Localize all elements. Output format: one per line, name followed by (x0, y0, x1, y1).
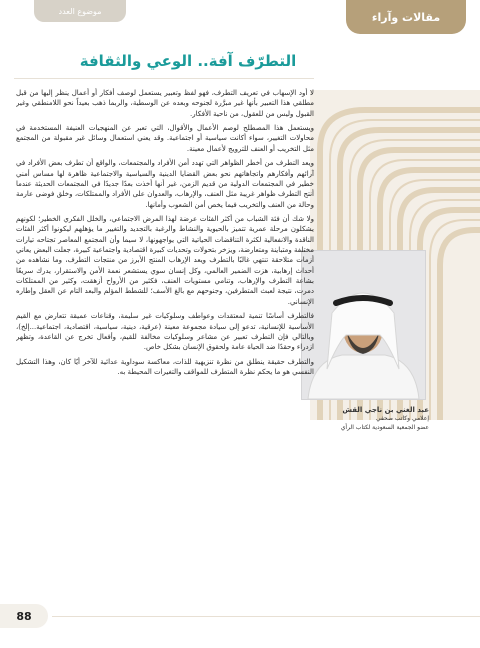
section-label: مقالات وآراء (371, 10, 441, 24)
title-divider (14, 78, 314, 79)
article-title: التطرّف آفة.. الوعي والثقافة (79, 52, 297, 70)
author-name: عبد الغني بن ناجي القش (342, 406, 429, 414)
author-membership: عضو الجمعية السعودية لكتاب الرأي (340, 423, 429, 431)
article-paragraph-3: ويعد التطرف من أخطر الظواهر التي تهدد أمن الأفراد والمجتمعات، والواقع أن تطرف بعض الأفراد في آرائهم وأفكارهم واتجاهاتهم نحو بعض القضايا الدينية والسياسية والاجتماعية ظاهرة لها مساس أمني خطير في المجتمعات الدولية من قديم الزمن، غير أنها أخذت بعدًا جديدًا في المجتمعات الحديثة عندما أنتج التطرف ظواهر غريبة مثل العنف، والإرهاب، والعدوان على الأفراد والممتلكات، وخلق فوضى عارمة وحالة من العنف والتخريب فيما يخص أمن الشعوب وأمانها. (16, 159, 314, 209)
article-paragraph-1: لا أود الإسهاب في تعريف التطرف، فهو لفظ وتعبير يستعمل لوصف أفكار أو أعمال ينظر إليها من قبل مطلقي هذا التعبير بأنها غير مبرَّرة لجنوحه وبعده عن الوسطية، والربما ذهب بعيداً نحو اللامنطقي وغير القبول وليس من للعقول، من ناحية الأفكار. (16, 89, 314, 118)
issue-tab-label: موضوع العدد (58, 6, 102, 16)
article-body (16, 88, 314, 598)
page-number: 88 (16, 609, 32, 623)
issue-tab (34, 0, 126, 22)
page-number-box (0, 604, 48, 628)
footer-line (52, 616, 480, 617)
author-role: إعلامي وكاتب صحفي (375, 415, 429, 423)
article-paragraph-5: فالتطرف أساسًا تنمية لمعتقدات وعواطف وسلوكيات غير سليمة، وقناعات عميقة تتعارض مع القيم الأساسية للإنسانية، تدعو إلى سيادة مجموعة معينة (عرقية، دينية، سياسية، اقتصادية، اجتماعية...إلخ)، وبالتالي فإن التطرف تعبير عن مشاعر وسلوكيات مخالفة للقيم، وأفعال تخرج عن القاعدة، وتظهر ازدراء وحقدًا ضد الحياة عامة ولحقوق الإنسان بشكل خاص. (16, 312, 314, 352)
article-paragraph-6: والتطرف حقيقة ينطلق من نظرة تنزيهية للذات، معاكسة سوداوية عدائية للآخر أيًا كان، وهذا التشكيل النفسي هو ما يحكم نظرة المتطرف للمواقف والتغيرات المحيطة به. (16, 357, 314, 376)
article-paragraph-2: ويستعمل هذا المصطلح لوصم الأعمال والأقوال، التي تعبر عن المنهجيات العنيفة المستخدمة في محاولات التغيير، سواء أكانت سياسية أو اجتماعية. وقد يعني استعمال وسائل غير مقبولة من المجتمع مثل التخريب أو العنف للترويج لأعمال معينة. (16, 124, 314, 153)
author-caption (304, 406, 429, 432)
section-tab (346, 0, 466, 34)
author-photo (301, 250, 426, 400)
article-paragraph-4: ولا شك أن فئة الشباب من أكثر الفئات عرضة لهذا المرض الاجتماعي، والخلل الفكري الخطير؛ لكونهم يشكلون مرحلة عمرية تتميز بالحيوية والنشاط والرغبة بالتجديد والتغيير ما يؤهلهم ليكونوا أكثر الفئات الناقدة والانفعالية لكثرة التناقضات الحياتية التي يواجهونها، لا سيما وأن المجتمع المعاصر تجتاحه تيارات مختلفة ومتباينة ومتعارضة، ويزخر بتحولات وتحديات كبيرة اقتصادية واجتماعية كبيرة، جعلت البعض يعاني أزمات متلاحقة تنتهي غالبًا بالتطرف ويعد الإرهاب المنتج الأبرز من منتجات التطرف، وما نشاهده من أحداث إرهابية، هزت الضمير العالمي، وكل إنسان سوي يستشعر نعمة الأمن والاستقرار، يدرك سريعًا بشاعة التطرف والإرهاب، وتنامي مستويات العنف، فكثير من الأرواح أزهقت، وكثير من الممتلكات دمرت، نتيجة لعبث المتطرفين، وجنوحهم مع بالغ الأسف؛ للشطط المؤلم والبعد التام عن العقل وإطاره الإنساني. (16, 214, 314, 306)
